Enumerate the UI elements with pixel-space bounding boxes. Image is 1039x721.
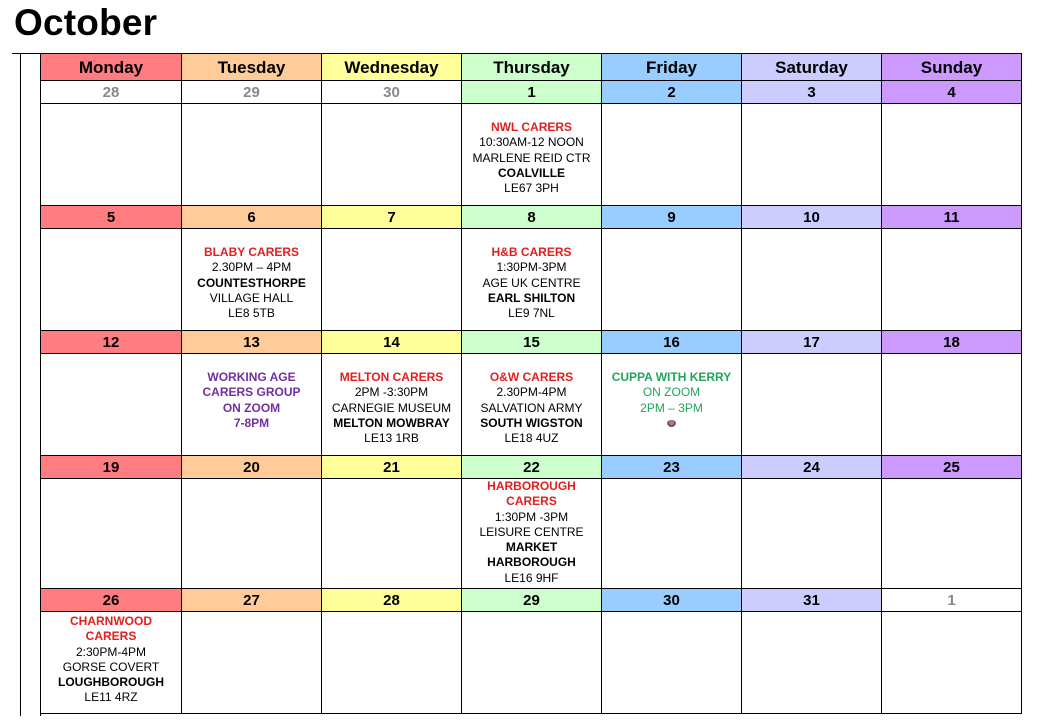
event-detail: LE67 3PH — [504, 181, 559, 196]
day-cell-friday — [602, 229, 742, 331]
event-detail: CARERS GROUP — [202, 385, 301, 400]
date-number-row — [41, 81, 1022, 104]
date-number-thursday: 1 — [462, 81, 602, 104]
date-number-wednesday: 30 — [322, 81, 462, 104]
date-number-row — [41, 331, 1022, 354]
day-cell-monday — [41, 104, 182, 206]
event-detail: COUNTESTHORPE — [197, 275, 306, 290]
event-detail: 7-8PM — [233, 415, 270, 430]
day-cell-thursday — [462, 354, 602, 456]
date-number-monday: 26 — [41, 589, 182, 612]
day-cell-tuesday — [182, 479, 322, 589]
event-detail: 2:30PM-4PM — [75, 644, 147, 659]
day-cell-wednesday — [322, 479, 462, 589]
date-number-tuesday: 13 — [182, 331, 322, 354]
event-detail: ON ZOOM — [222, 400, 281, 415]
weekday-saturday: Saturday — [742, 54, 882, 81]
event-detail: 2PM -3:30PM — [354, 385, 429, 400]
day-cell-thursday — [462, 612, 602, 714]
event-detail: MARKET — [505, 540, 558, 555]
week-body-row — [41, 229, 1022, 331]
date-number-row — [41, 589, 1022, 612]
event-detail: 1:30PM -3PM — [494, 509, 569, 524]
day-cell-saturday — [742, 104, 882, 206]
day-cell-thursday — [462, 104, 602, 206]
event-detail: 2.30PM-4PM — [496, 385, 567, 400]
day-cell-tuesday — [182, 229, 322, 331]
date-number-saturday: 31 — [742, 589, 882, 612]
weekday-friday: Friday — [602, 54, 742, 81]
date-number-thursday: 22 — [462, 456, 602, 479]
date-number-sunday: 4 — [882, 81, 1022, 104]
date-number-tuesday: 6 — [182, 206, 322, 229]
event-title: H&B CARERS — [491, 245, 572, 259]
page-title: October — [14, 2, 158, 43]
day-cell-thursday — [462, 479, 602, 589]
day-cell-thursday — [462, 229, 602, 331]
week-body-row — [41, 104, 1022, 206]
day-cell-monday — [41, 612, 182, 714]
event-title: NWL CARERS — [490, 120, 573, 134]
weekday-wednesday: Wednesday — [322, 54, 462, 81]
date-number-friday: 2 — [602, 81, 742, 104]
day-cell-wednesday — [322, 612, 462, 714]
day-cell-monday — [41, 229, 182, 331]
date-number-wednesday: 7 — [322, 206, 462, 229]
day-cell-monday — [41, 354, 182, 456]
event-detail: LE11 4RZ — [84, 690, 138, 705]
day-cell-friday — [602, 479, 742, 589]
event-detail: SALVATION ARMY — [480, 400, 583, 415]
date-number-row — [41, 206, 1022, 229]
weekday-thursday: Thursday — [462, 54, 602, 81]
weekday-header-row — [41, 54, 1022, 81]
event-title: WORKING AGE — [207, 370, 296, 384]
event-title: BLABY CARERS — [203, 245, 300, 259]
event-detail: LE13 1RB — [364, 431, 419, 446]
date-number-monday: 5 — [41, 206, 182, 229]
event-title: CUPPA WITH KERRY — [611, 370, 732, 384]
event-detail: 1:30PM-3PM — [496, 260, 567, 275]
event-detail: MELTON MOWBRAY — [333, 415, 450, 430]
date-number-tuesday: 29 — [182, 81, 322, 104]
event-detail: 2.30PM – 4PM — [211, 260, 292, 275]
event-detail: SOUTH WIGSTON — [480, 415, 583, 430]
date-number-saturday: 3 — [742, 81, 882, 104]
week-body-row — [41, 354, 1022, 456]
day-cell-sunday — [882, 104, 1022, 206]
event-detail: COALVILLE — [497, 165, 566, 180]
date-number-saturday: 17 — [742, 331, 882, 354]
date-number-sunday: 18 — [882, 331, 1022, 354]
date-number-sunday: 25 — [882, 456, 1022, 479]
day-cell-friday — [602, 612, 742, 714]
event-detail: LE18 4UZ — [504, 431, 559, 446]
calendar-grid — [41, 54, 1022, 714]
day-cell-sunday — [882, 229, 1022, 331]
week-body-row — [41, 612, 1022, 714]
date-number-monday: 19 — [41, 456, 182, 479]
event-detail: CARNEGIE MUSEUM — [331, 400, 452, 415]
day-cell-tuesday — [182, 612, 322, 714]
event-detail: AGE UK CENTRE — [482, 275, 581, 290]
weekday-sunday: Sunday — [882, 54, 1022, 81]
event-detail: 2PM – 3PM — [640, 400, 703, 415]
date-number-tuesday: 20 — [182, 456, 322, 479]
week-body-row — [41, 479, 1022, 589]
day-cell-saturday — [742, 479, 882, 589]
date-number-monday: 28 — [41, 81, 182, 104]
day-cell-wednesday — [322, 104, 462, 206]
event-title: CHARNWOOD CARERS — [70, 614, 152, 644]
day-cell-sunday — [882, 354, 1022, 456]
date-number-thursday: 29 — [462, 589, 602, 612]
date-number-monday: 12 — [41, 331, 182, 354]
date-number-friday: 30 — [602, 589, 742, 612]
date-number-wednesday: 21 — [322, 456, 462, 479]
date-number-saturday: 10 — [742, 206, 882, 229]
event-detail: LE8 5TB — [228, 306, 275, 321]
event-detail: LEISURE CENTRE — [479, 524, 584, 539]
day-cell-sunday — [882, 612, 1022, 714]
date-number-saturday: 24 — [742, 456, 882, 479]
event-detail: MARLENE REID CTR — [472, 150, 591, 165]
date-number-friday: 16 — [602, 331, 742, 354]
day-cell-tuesday — [182, 104, 322, 206]
event-detail: LE9 7NL — [508, 306, 555, 321]
date-number-sunday: 11 — [882, 206, 1022, 229]
date-number-thursday: 8 — [462, 206, 602, 229]
event-detail: GORSE COVERT — [62, 659, 160, 674]
event-detail: LOUGHBOROUGH — [58, 675, 164, 690]
event-detail: 10:30AM-12 NOON — [479, 135, 584, 150]
event-detail: VILLAGE HALL — [209, 290, 294, 305]
day-cell-saturday — [742, 612, 882, 714]
date-number-tuesday: 27 — [182, 589, 322, 612]
date-number-row — [41, 456, 1022, 479]
date-number-wednesday: 14 — [322, 331, 462, 354]
day-cell-friday — [602, 104, 742, 206]
left-margin-column — [20, 53, 41, 716]
day-cell-monday — [41, 479, 182, 589]
day-cell-friday — [602, 354, 742, 456]
date-number-friday: 23 — [602, 456, 742, 479]
event-title: MELTON CARERS — [339, 370, 444, 384]
day-cell-saturday — [742, 229, 882, 331]
event-detail: EARL SHILTON — [487, 290, 576, 305]
weekday-tuesday: Tuesday — [182, 54, 322, 81]
date-number-sunday: 1 — [882, 589, 1022, 612]
event-title: O&W CARERS — [489, 370, 574, 384]
event-title: HARBOROUGH CARERS — [487, 479, 576, 509]
day-cell-saturday — [742, 354, 882, 456]
date-number-friday: 9 — [602, 206, 742, 229]
day-cell-wednesday — [322, 354, 462, 456]
weekday-monday: Monday — [41, 54, 182, 81]
day-cell-sunday — [882, 479, 1022, 589]
date-number-wednesday: 28 — [322, 589, 462, 612]
event-detail: HARBOROUGH — [487, 555, 576, 570]
event-detail: ON ZOOM — [642, 385, 701, 400]
coffee-cup-icon — [602, 416, 741, 431]
day-cell-tuesday — [182, 354, 322, 456]
date-number-thursday: 15 — [462, 331, 602, 354]
day-cell-wednesday — [322, 229, 462, 331]
event-detail: LE16 9HF — [504, 570, 559, 585]
